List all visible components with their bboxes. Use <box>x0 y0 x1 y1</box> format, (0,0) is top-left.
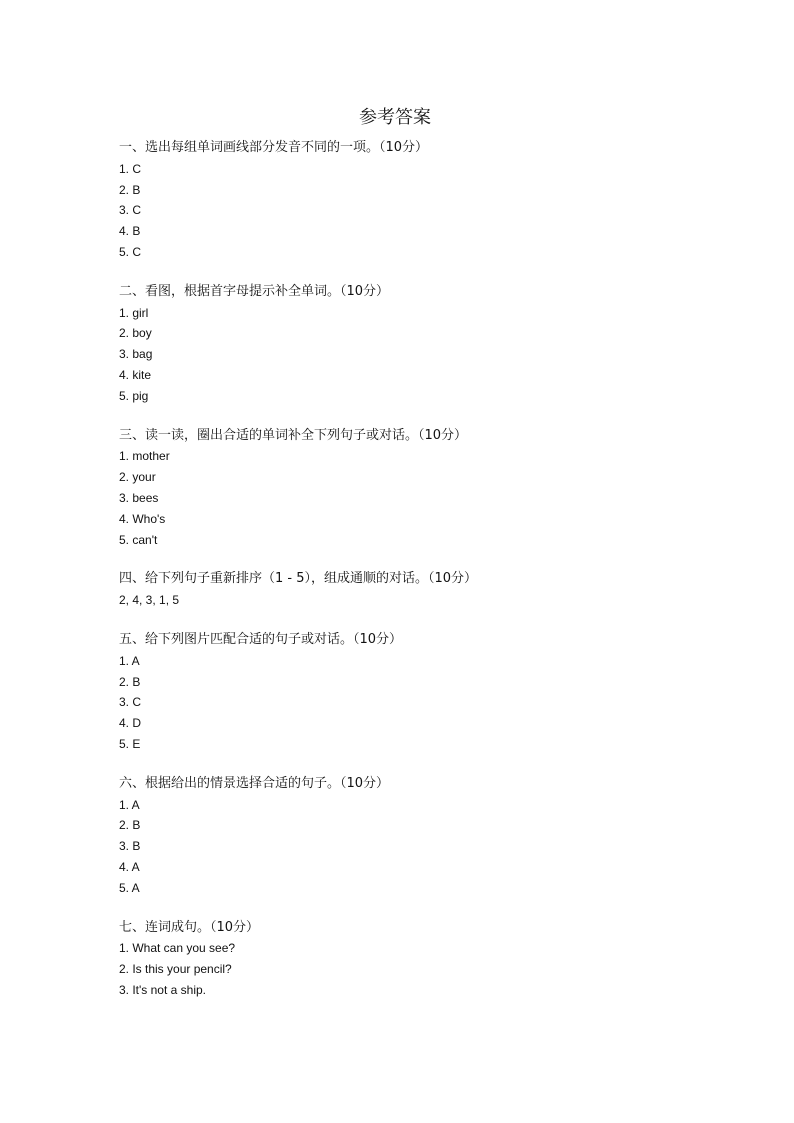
page-title: 参考答案 <box>359 107 431 128</box>
answer-item: 2. your <box>119 470 156 485</box>
answer-item: 1. What can you see? <box>119 941 236 956</box>
answer-item: 3. It's not a ship. <box>119 982 207 997</box>
section-heading: 五、给下列图片匹配合适的句子或对话。（10分） <box>119 631 403 647</box>
answer-item: 4. D <box>119 716 142 731</box>
section-heading: 七、连词成句。（10分） <box>119 919 260 935</box>
answer-list <box>119 303 739 407</box>
section-heading: 二、看图，根据首字母提示补全单词。（10分） <box>119 283 390 299</box>
answer-item: 5. can't <box>119 532 158 547</box>
answer-item: 4. A <box>119 859 140 874</box>
answer-item: 1. mother <box>119 449 170 464</box>
answer-item: 1. A <box>119 653 140 668</box>
answer-list <box>119 651 739 755</box>
answer-item: 5. A <box>119 880 140 895</box>
answer-item: 3. bees <box>119 490 159 505</box>
answer-item: 3. C <box>119 203 142 218</box>
answer-item: 5. C <box>119 244 142 259</box>
answer-item: 3. bag <box>119 347 153 362</box>
answer-item: 1. A <box>119 797 140 812</box>
section-2 <box>119 282 739 407</box>
answer-item: 5. E <box>119 736 141 751</box>
answer-item: 1. girl <box>119 305 149 320</box>
section-1 <box>119 138 739 263</box>
answer-item: 2. B <box>119 674 141 689</box>
answer-sections <box>119 138 739 1020</box>
answer-item: 4. Who's <box>119 511 166 526</box>
answer-item: 4. B <box>119 224 141 239</box>
answer-list <box>119 159 739 263</box>
section-4 <box>119 569 739 611</box>
section-7 <box>119 918 739 1001</box>
section-3 <box>119 426 739 551</box>
section-6 <box>119 774 739 899</box>
answer-item: 1. C <box>119 161 142 176</box>
section-heading: 四、给下列句子重新排序（1 - 5），组成通顺的对话。（10分） <box>119 571 478 587</box>
answer-list <box>119 795 739 899</box>
answer-list <box>119 938 739 1000</box>
answer-list <box>119 446 739 550</box>
answer-item: 3. B <box>119 839 141 854</box>
answer-item: 2, 4, 3, 1, 5 <box>119 593 180 608</box>
section-heading: 六、根据给出的情景选择合适的句子。（10分） <box>119 775 390 791</box>
answer-list <box>119 590 739 611</box>
section-5 <box>119 630 739 755</box>
answer-item: 2. B <box>119 818 141 833</box>
answer-item: 3. C <box>119 695 142 710</box>
answer-item: 2. boy <box>119 326 152 341</box>
section-heading: 一、选出每组单词画线部分发音不同的一项。（10分） <box>119 140 429 155</box>
section-heading: 三、读一读，圈出合适的单词补全下列句子或对话。（10分） <box>119 427 468 443</box>
answer-item: 4. kite <box>119 367 152 382</box>
answer-item: 2. B <box>119 182 141 197</box>
answer-item: 5. pig <box>119 388 149 403</box>
answer-item: 2. Is this your pencil? <box>119 962 232 977</box>
